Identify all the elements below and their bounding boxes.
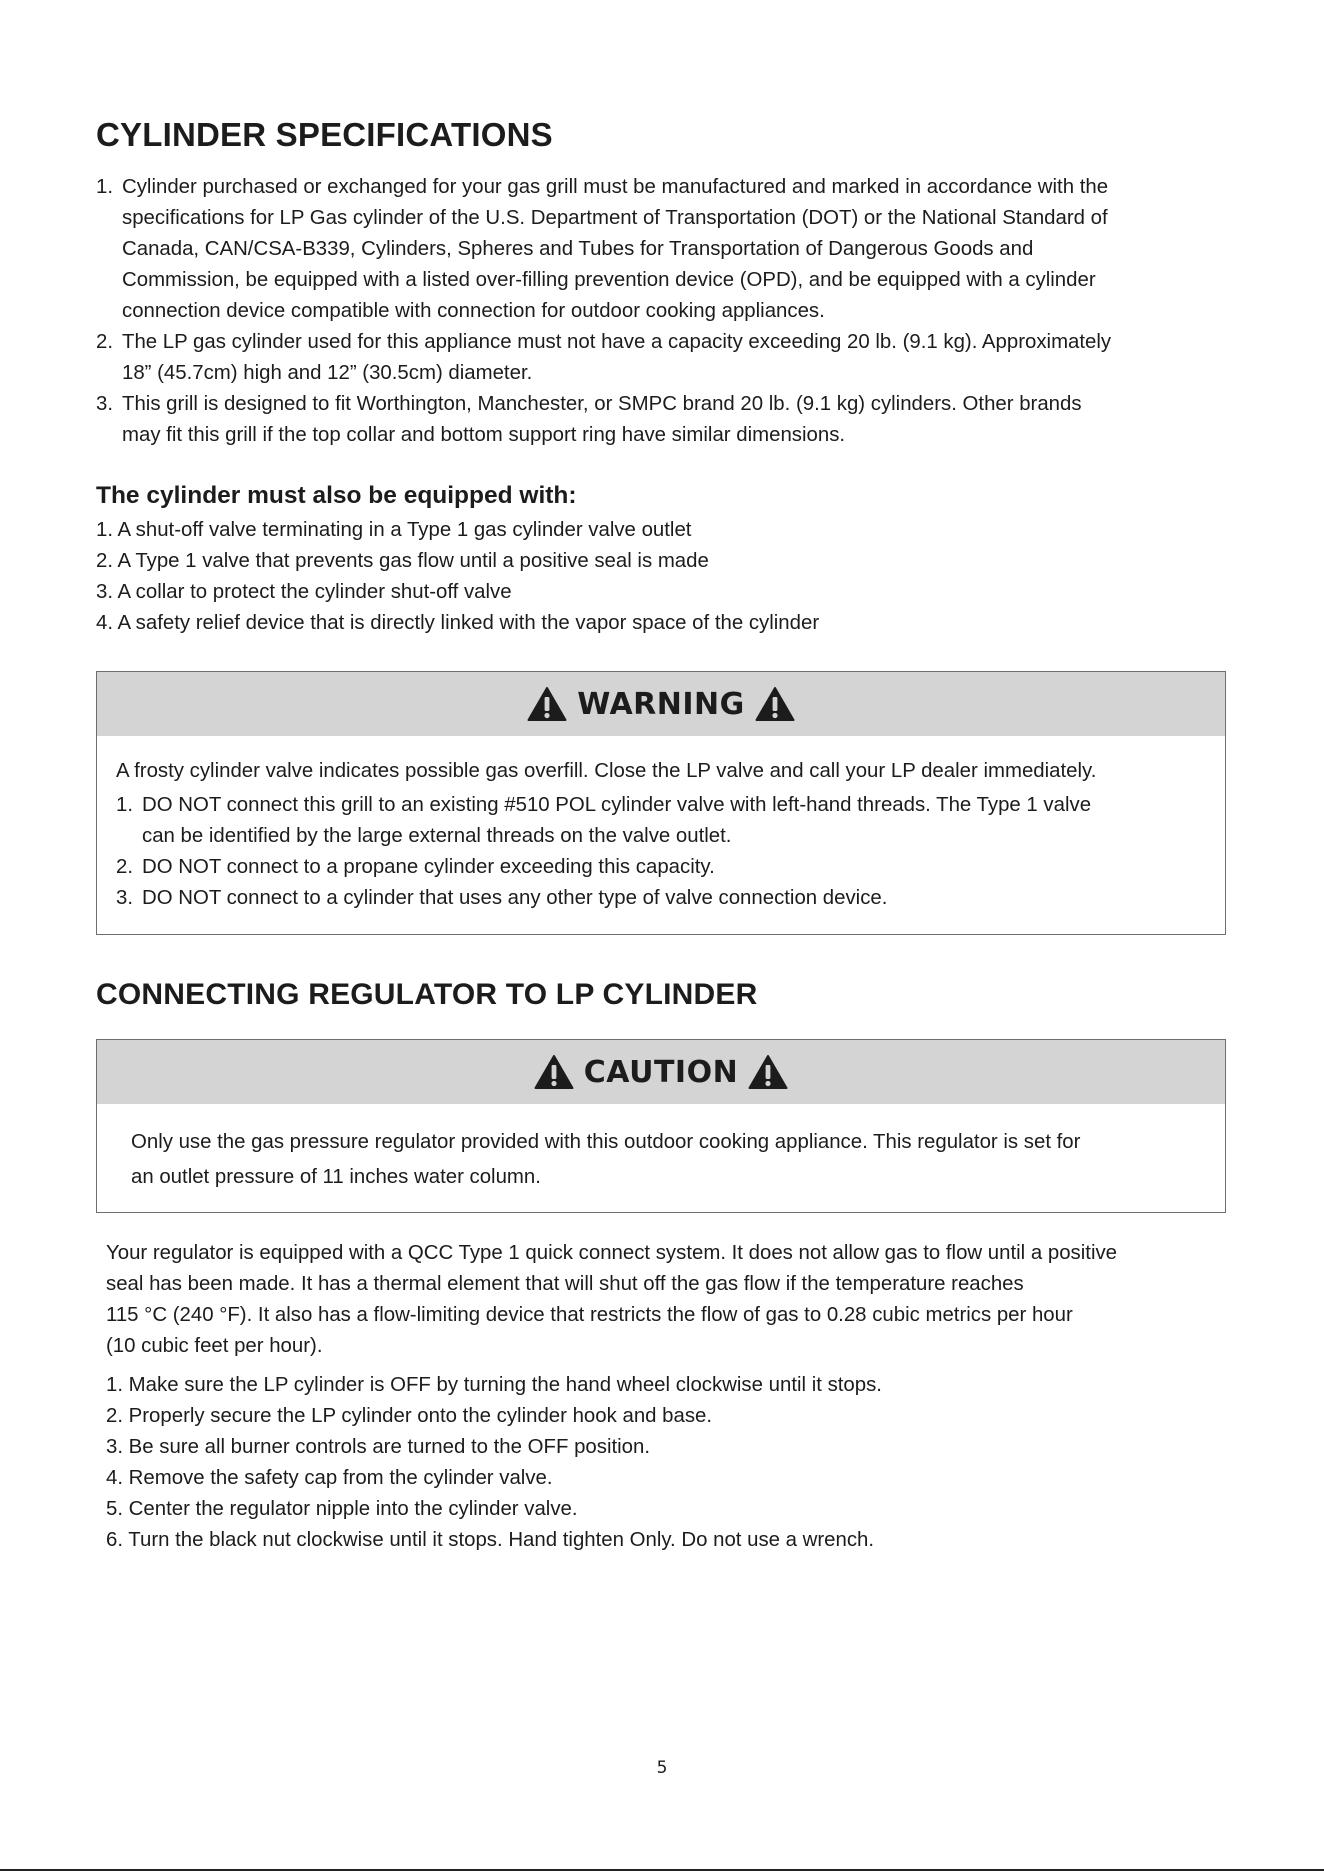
regulator-steps-list — [106, 1370, 882, 1556]
list-item: 1. Make sure the LP cylinder is OFF by turning the hand wheel clockwise until it stops. — [106, 1374, 882, 1396]
item-line: may fit this grill if the top collar and bottom support ring have similar dimensions. — [122, 424, 846, 446]
item-line: DO NOT connect this grill to an existing #510 POL cylinder valve with left-hand threads. The Type 1 valve — [142, 794, 1092, 816]
item-line: DO NOT connect to a propane cylinder exceeding this capacity. — [142, 856, 715, 878]
item-number: 1. — [96, 176, 114, 198]
warning-header — [97, 672, 1225, 736]
list-item — [116, 883, 1091, 914]
item-number: 1. — [116, 794, 134, 816]
warning-list — [116, 790, 1092, 914]
cylinder-specs-list — [96, 172, 1112, 451]
caution-line: an outlet pressure of 11 inches water column. — [131, 1166, 541, 1188]
warning-intro-text: A frosty cylinder valve indicates possible gas overfill. Close the LP valve and call your LP dealer immediately. — [116, 760, 1097, 782]
warning-triangle-icon — [527, 686, 567, 722]
paragraph-line: seal has been made. It has a thermal element that will shut off the gas flow if the temperature reaches — [106, 1273, 1024, 1295]
list-item: 4. A safety relief device that is directly linked with the vapor space of the cylinder — [96, 612, 820, 634]
list-item: 2. Properly secure the LP cylinder onto the cylinder hook and base. — [106, 1405, 713, 1427]
list-item — [116, 790, 1092, 852]
item-line: The LP gas cylinder used for this appliance must not have a capacity exceeding 20 lb. (9.1 kg). Approximately — [122, 331, 1112, 353]
item-line: DO NOT connect to a cylinder that uses any other type of valve connection device. — [142, 887, 888, 909]
page-number: 5 — [656, 1758, 668, 1778]
equipped-with-list — [96, 515, 819, 639]
warning-title: WARNING — [577, 686, 745, 722]
caution-text — [131, 1125, 1080, 1195]
item-line: Cylinder purchased or exchanged for your gas grill must be manufactured and marked in accordance with the — [122, 176, 1109, 198]
list-item: 4. Remove the safety cap from the cylinder valve. — [106, 1467, 553, 1489]
warning-triangle-icon — [534, 1054, 574, 1090]
list-item — [96, 327, 1112, 389]
list-item: 3. Be sure all burner controls are turned to the OFF position. — [106, 1436, 651, 1458]
regulator-paragraph — [106, 1238, 1117, 1362]
item-line: can be identified by the large external threads on the valve outlet. — [142, 825, 732, 847]
section-title-cylinder-specifications: CYLINDER SPECIFICATIONS — [96, 116, 553, 153]
item-line: connection device compatible with connection for outdoor cooking appliances. — [122, 300, 825, 322]
list-item — [96, 172, 1111, 327]
section-title-connecting-regulator: CONNECTING REGULATOR TO LP CYLINDER — [96, 978, 758, 1011]
list-item — [96, 389, 1111, 451]
item-number: 3. — [116, 887, 134, 909]
bottom-rule — [0, 1869, 1324, 1871]
item-line: This grill is designed to fit Worthington, Manchester, or SMPC brand 20 lb. (9.1 kg) cylinders. Other brands — [122, 393, 1082, 415]
list-item: 5. Center the regulator nipple into the cylinder valve. — [106, 1498, 578, 1520]
item-line: specifications for LP Gas cylinder of the U.S. Department of Transportation (DOT) or the National Standard of — [122, 207, 1108, 229]
paragraph-line: 115 °C (240 °F). It also has a flow-limiting device that restricts the flow of gas to 0.28 cubic metrics per hour — [106, 1304, 1073, 1326]
item-line: 18” (45.7cm) high and 12” (30.5cm) diameter. — [122, 362, 533, 384]
list-item: 1. A shut-off valve terminating in a Type 1 gas cylinder valve outlet — [96, 519, 692, 541]
paragraph-line: Your regulator is equipped with a QCC Type 1 quick connect system. It does not allow gas to flow until a positive — [106, 1242, 1118, 1264]
item-number: 2. — [116, 856, 134, 878]
caution-line: Only use the gas pressure regulator provided with this outdoor cooking appliance. This regulator is set for — [131, 1131, 1081, 1153]
item-number: 2. — [96, 331, 114, 353]
list-item: 6. Turn the black nut clockwise until it stops. Hand tighten Only. Do not use a wrench. — [106, 1529, 875, 1551]
paragraph-line: (10 cubic feet per hour). — [106, 1335, 323, 1357]
item-number: 3. — [96, 393, 114, 415]
list-item: 3. A collar to protect the cylinder shut-off valve — [96, 581, 512, 603]
list-item — [116, 852, 1091, 883]
item-line: Canada, CAN/CSA-B339, Cylinders, Spheres and Tubes for Transportation of Dangerous Goods and — [122, 238, 1034, 260]
caution-header — [97, 1040, 1225, 1104]
item-line: Commission, be equipped with a listed over-filling prevention device (OPD), and be equipped with a cylinder — [122, 269, 1096, 291]
warning-triangle-icon — [755, 686, 795, 722]
list-item: 2. A Type 1 valve that prevents gas flow until a positive seal is made — [96, 550, 709, 572]
subsection-title-equipped-with: The cylinder must also be equipped with: — [96, 482, 577, 509]
warning-triangle-icon — [748, 1054, 788, 1090]
caution-title: CAUTION — [583, 1054, 739, 1090]
